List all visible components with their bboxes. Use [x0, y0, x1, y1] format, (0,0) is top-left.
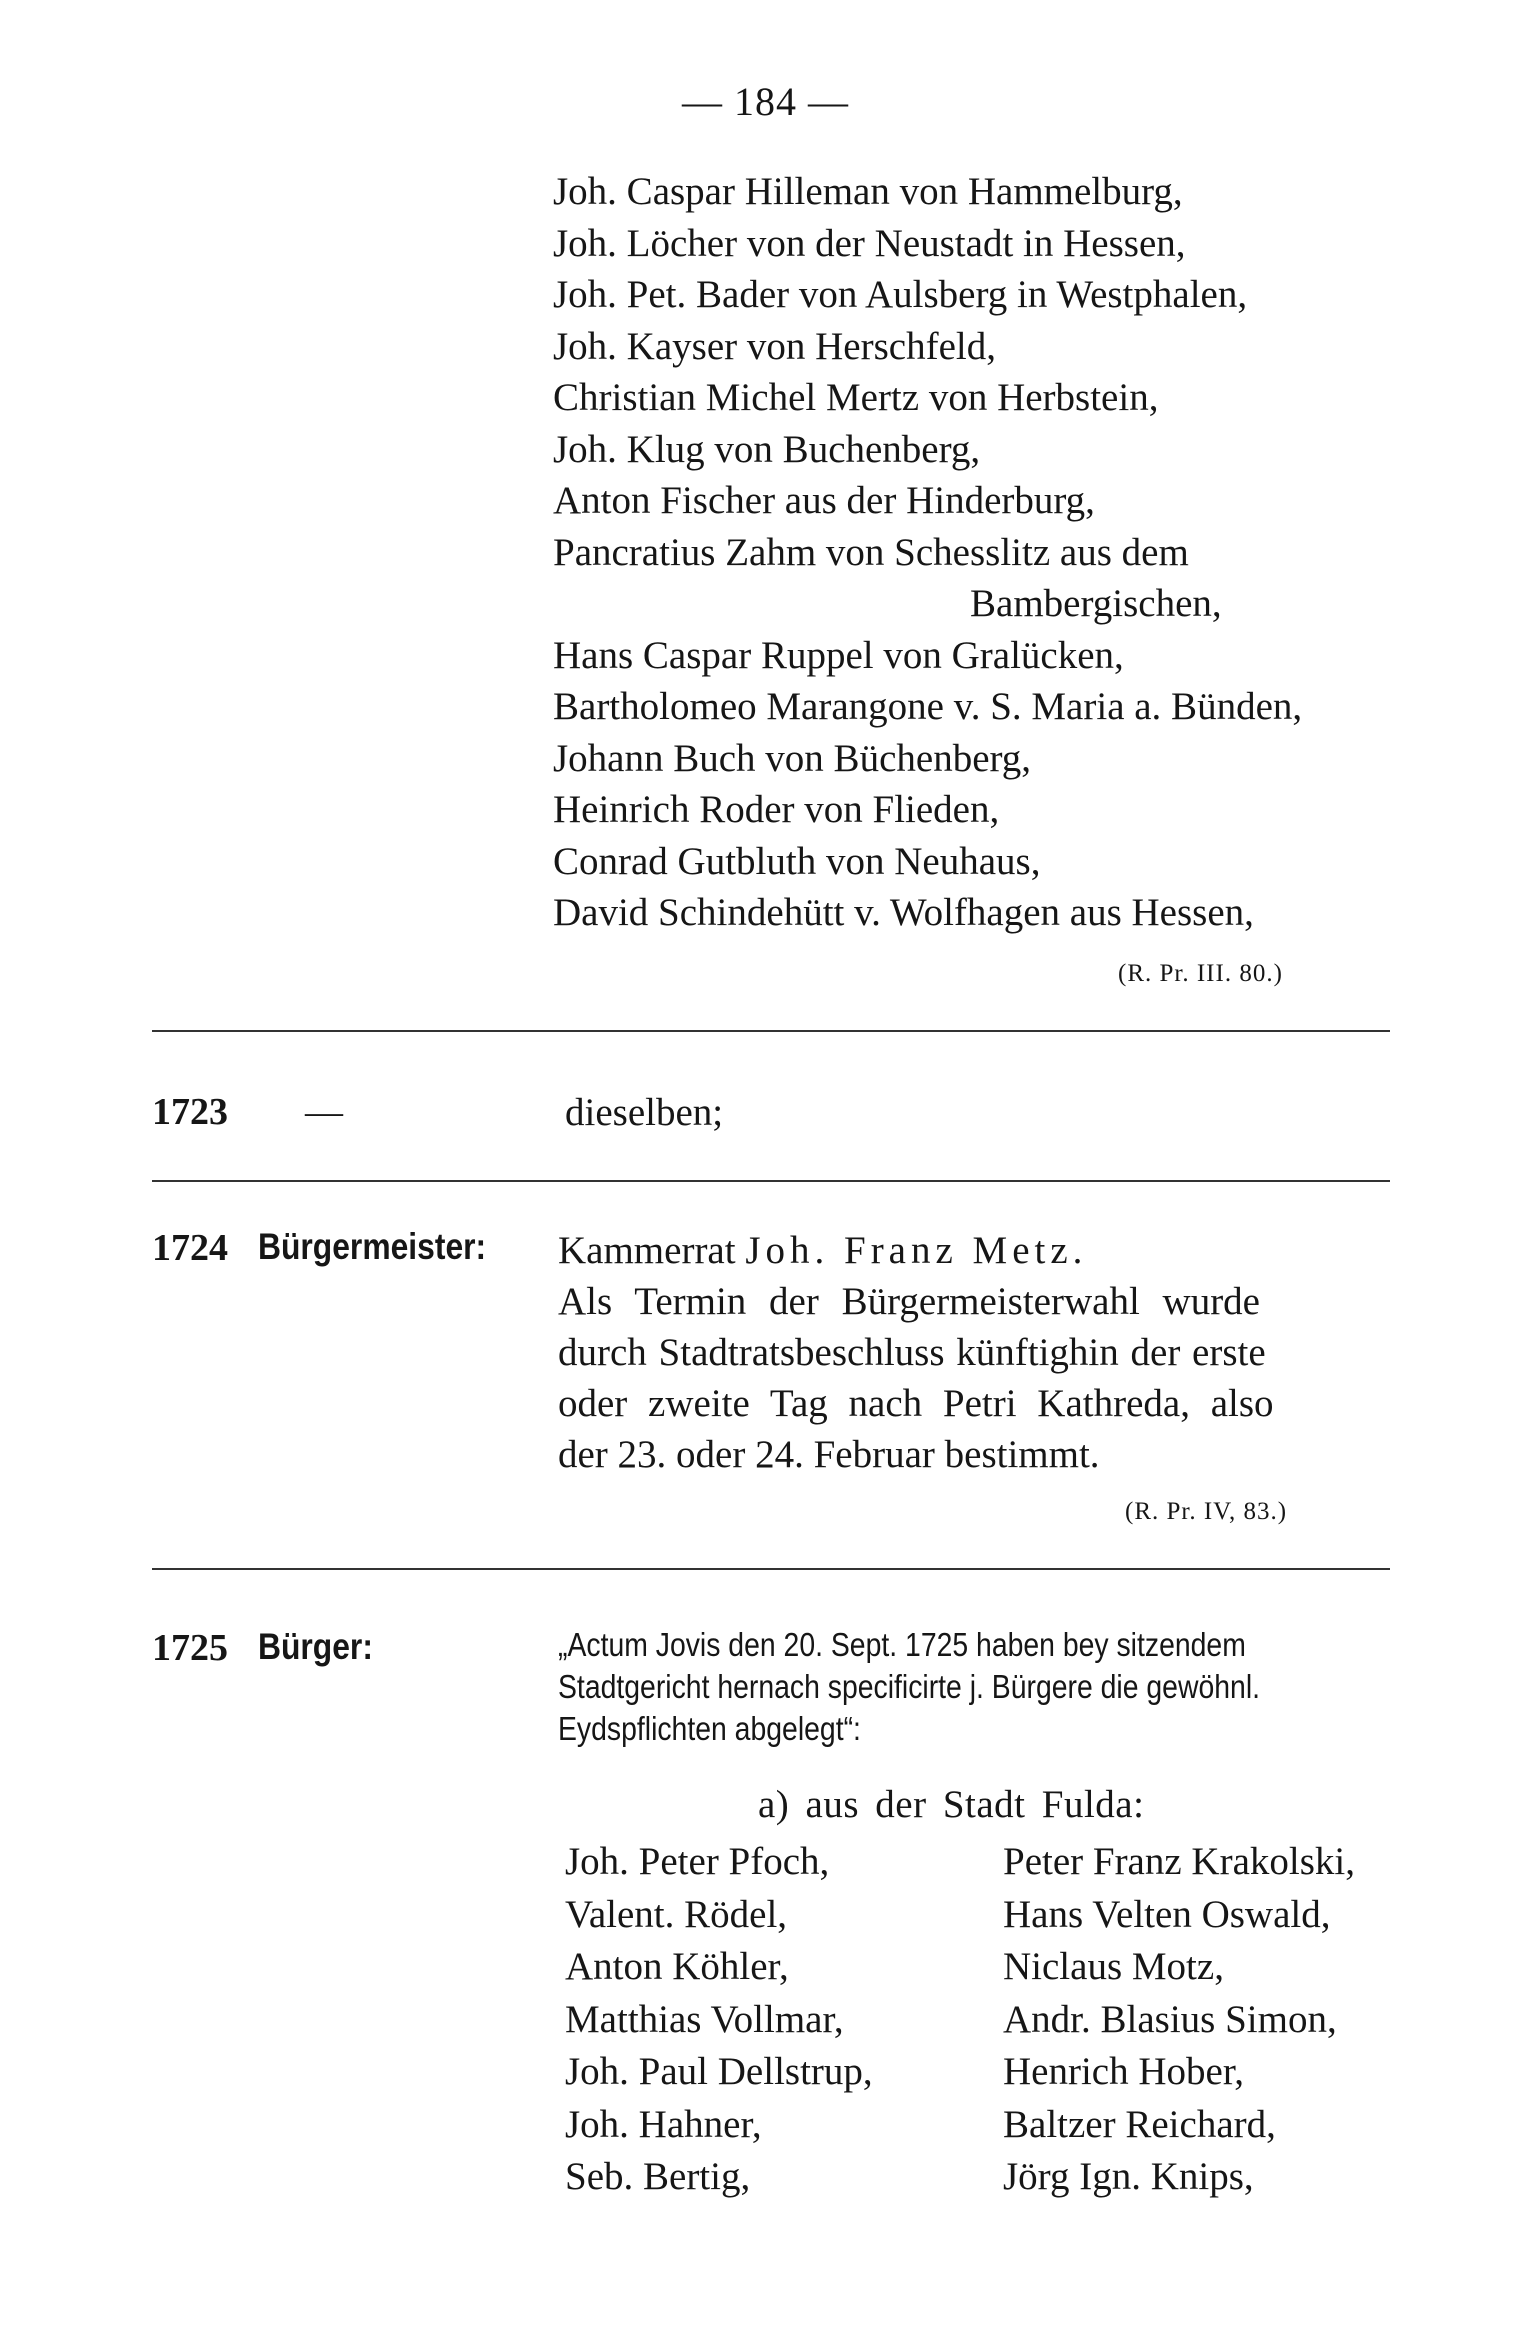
list-item: Joh. Paul Dellstrup, — [565, 2050, 873, 2093]
list-item: Peter Franz Krakolski, — [1003, 1840, 1355, 1883]
list-item: Heinrich Roder von Flieden, — [553, 788, 1000, 831]
list-item: Jörg Ign. Knips, — [1003, 2155, 1254, 2198]
names-column-left — [565, 1836, 873, 2204]
person-name: Joh. Franz Metz. — [745, 1229, 1088, 1272]
names-column-right — [1003, 1836, 1355, 2204]
entry-year: 1725 — [152, 1627, 228, 1669]
list-item-continuation: Bambergischen, — [970, 582, 1222, 625]
list-item: Niclaus Motz, — [1003, 1945, 1224, 1988]
entry-year: 1724 — [152, 1227, 228, 1269]
name-prefix: Kammerrat — [558, 1229, 736, 1272]
paragraph-line: der 23. oder 24. Februar bestimmt. — [558, 1433, 1100, 1476]
list-item: Bartholomeo Marangone v. S. Maria a. Bünden, — [553, 685, 1303, 728]
list-item: Andr. Blasius Simon, — [1003, 1997, 1337, 2041]
list-item: David Schindehütt v. Wolfhagen aus Hessen, — [553, 891, 1254, 934]
entry-text: dieselben; — [565, 1091, 724, 1134]
list-item: Joh. Peter Pfoch, — [565, 1840, 830, 1883]
list-item: Anton Fischer aus der Hinderburg, — [553, 479, 1095, 522]
section-divider — [152, 1030, 1390, 1032]
list-item: Johann Buch von Büchenberg, — [553, 736, 1032, 780]
list-item: Anton Köhler, — [565, 1945, 789, 1988]
list-item: Christian Michel Mertz von Herbstein, — [553, 376, 1159, 419]
entry-paragraph — [558, 1225, 1390, 1480]
list-item: Joh. Hahner, — [565, 2102, 762, 2146]
list-item: Hans Caspar Ruppel von Gralücken, — [553, 633, 1124, 677]
entry-office: Bürgermeister: — [258, 1226, 487, 1267]
list-item: Valent. Rödel, — [565, 1892, 788, 1936]
list-item: Matthias Vollmar, — [565, 1997, 844, 2041]
page-number: — 184 — — [682, 79, 849, 124]
subheading: a) aus der Stadt Fulda: — [758, 1783, 1145, 1826]
section-divider — [152, 1180, 1390, 1182]
list-item: Conrad Gutbluth von Neuhaus, — [553, 839, 1041, 883]
entry-year: 1723 — [152, 1091, 228, 1133]
entry-dash: — — [305, 1091, 343, 1133]
entry-office: Bürger: — [258, 1626, 373, 1667]
list-item: Joh. Klug von Buchenberg, — [553, 427, 981, 471]
section-divider — [152, 1568, 1390, 1570]
names-list-1722 — [553, 166, 1393, 939]
list-item: Joh. Löcher von der Neustadt in Hessen, — [553, 221, 1186, 265]
list-item: Hans Velten Oswald, — [1003, 1892, 1331, 1936]
paragraph-line: Als Termin der Bürgermeisterwahl wurde — [558, 1280, 1260, 1323]
quote-line: Eydspflichten abgelegt“: — [558, 1710, 861, 1747]
list-item: Baltzer Reichard, — [1003, 2102, 1276, 2146]
source-reference: (R. Pr. IV, 83.) — [1125, 1498, 1288, 1525]
source-reference: (R. Pr. III. 80.) — [1118, 960, 1283, 987]
list-item: Henrich Hober, — [1003, 2050, 1245, 2093]
quote-line: Stadtgericht hernach specificirte j. Bürgere die gewöhnl. — [558, 1668, 1261, 1705]
quote-line: „Actum Jovis den 20. Sept. 1725 haben bey sitzendem — [558, 1626, 1246, 1663]
paragraph-line: durch Stadtratsbeschluss künftighin der erste — [558, 1331, 1266, 1374]
quotation-block — [558, 1624, 1404, 1750]
list-item: Joh. Kayser von Herschfeld, — [553, 324, 996, 368]
paragraph-line: oder zweite Tag nach Petri Kathreda, also — [558, 1382, 1274, 1425]
list-item: Joh. Pet. Bader von Aulsberg in Westphalen, — [553, 273, 1248, 316]
list-item: Pancratius Zahm von Schesslitz aus dem — [553, 530, 1189, 574]
entry-name-line — [558, 1225, 1390, 1276]
list-item: Seb. Bertig, — [565, 2155, 751, 2198]
list-item: Joh. Caspar Hilleman von Hammelburg, — [553, 170, 1183, 213]
